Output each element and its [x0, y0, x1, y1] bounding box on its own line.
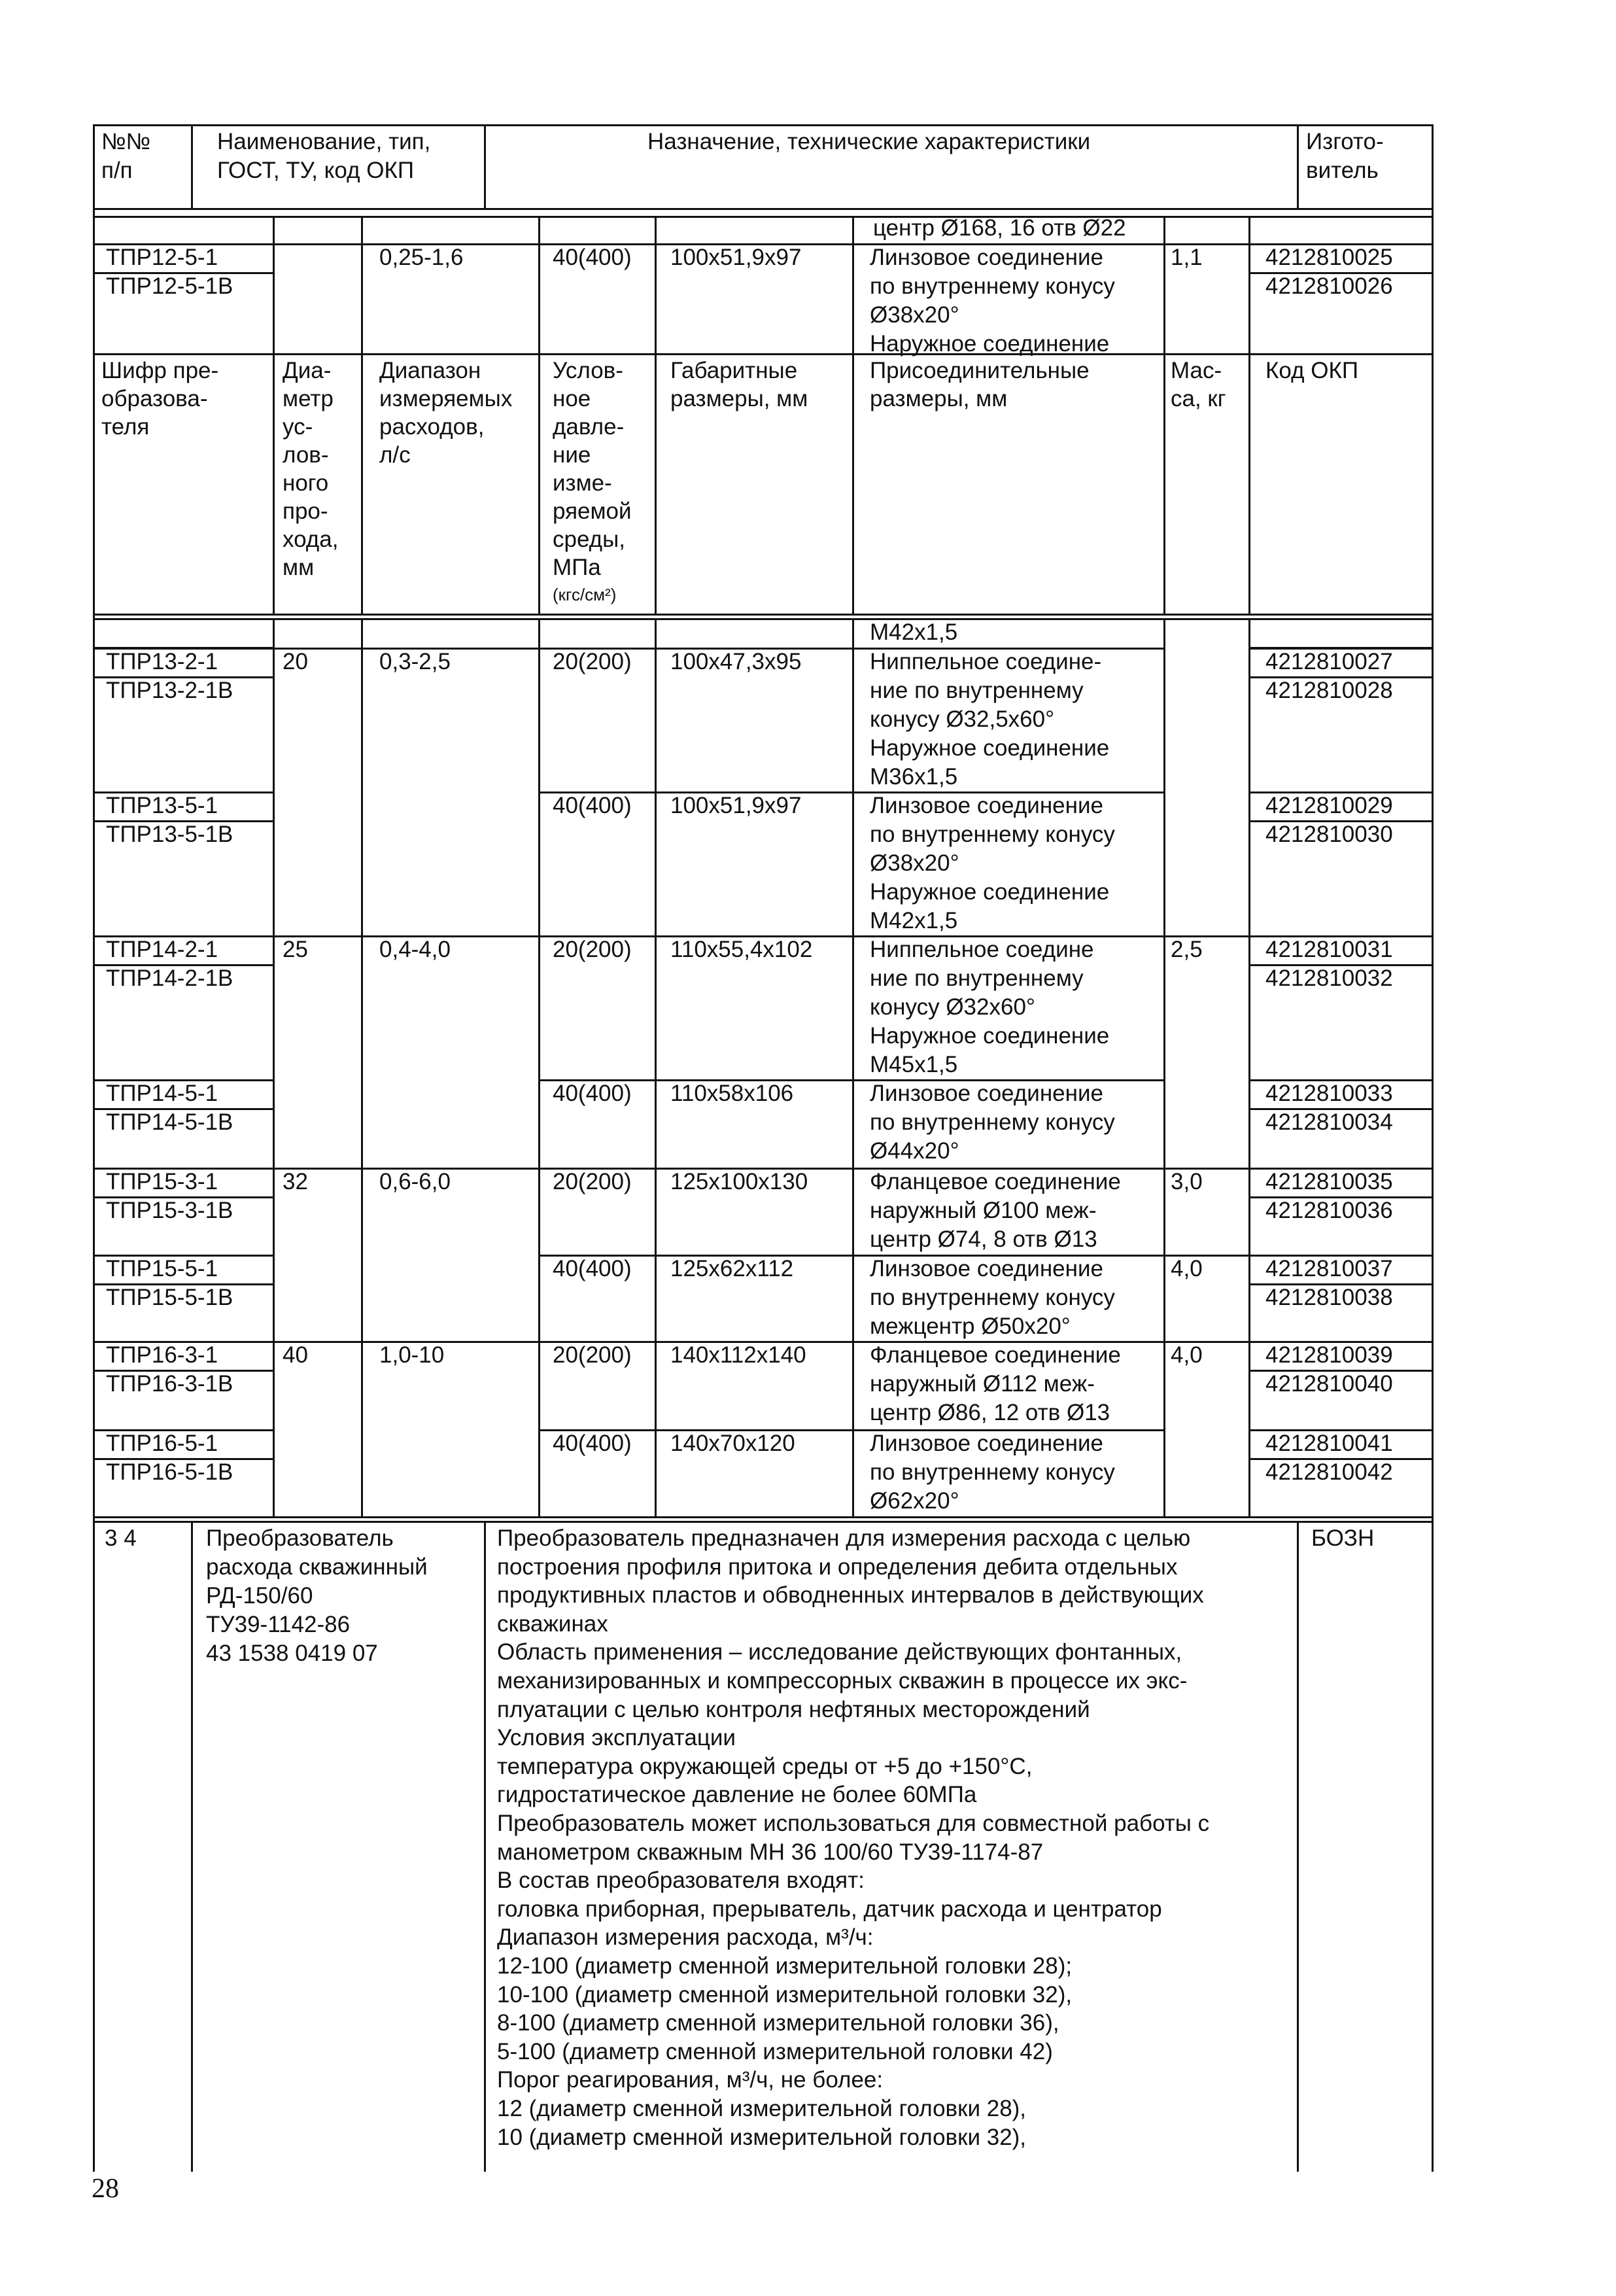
range-header: измеряемых: [379, 386, 513, 411]
description-line: 5-100 (диаметр сменной измерительной головки 42): [497, 2038, 1053, 2064]
pressure-header: среды,: [553, 527, 625, 552]
connection-text: по внутреннему конусу: [870, 1459, 1115, 1485]
rule-v: [361, 1429, 363, 1516]
converter-code: ТПР15-3-1: [106, 1169, 218, 1194]
rule-v: [273, 353, 275, 614]
okp-code: 4212810042: [1265, 1459, 1393, 1485]
rule-v: [655, 353, 657, 614]
diameter-header: про-: [283, 498, 328, 524]
flow-range: 0,25-1,6: [379, 245, 464, 270]
header-bottom: [93, 208, 1432, 210]
header-number-label: №№: [101, 129, 151, 154]
rule-v: [538, 618, 540, 648]
connection-text: Наружное соединение: [870, 879, 1110, 905]
flow-range: 0,3-2,5: [379, 649, 451, 674]
diameter-header: мм: [283, 555, 315, 580]
subheader-bottom: [93, 614, 1432, 616]
okp-code: 4212810030: [1265, 822, 1393, 847]
rule-v: [1248, 1079, 1250, 1168]
rule-v: [538, 791, 540, 935]
rule-v: [1248, 648, 1250, 791]
rule-v: [484, 124, 486, 208]
pressure-header: давле-: [553, 414, 625, 440]
connection-text: Линзовое соединение: [870, 1081, 1103, 1106]
rule-v: [852, 1255, 854, 1341]
dimensions: 125x62x112: [670, 1256, 794, 1281]
converter-code: ТПР14-2-1: [106, 937, 218, 962]
rule-v: [852, 1079, 854, 1168]
connection-text: Ø62x20°: [870, 1488, 959, 1514]
description-line: 12 (диаметр сменной измерительной головки 28),: [497, 2096, 1027, 2121]
pressure-unit-header: (кгс/см²): [553, 585, 617, 604]
rule-v: [852, 216, 854, 353]
dimensions: 140x112x140: [670, 1342, 806, 1368]
entry-number: 3 4: [105, 1525, 137, 1551]
rule-v: [852, 1341, 854, 1429]
rule-v: [1248, 935, 1250, 1079]
rule-v: [191, 124, 193, 208]
converter-code: ТПР14-5-1В: [106, 1109, 233, 1135]
mass: 4,0: [1171, 1342, 1203, 1368]
row-separator: [1248, 618, 1432, 620]
flow-range: 1,0-10: [379, 1342, 445, 1368]
connection-text: Наружное соединение: [870, 1023, 1110, 1049]
rule-v: [1248, 1341, 1250, 1429]
connection-text: по внутреннему конусу: [870, 822, 1115, 847]
converter-code: ТПР13-2-1: [106, 649, 218, 674]
okp-code: 4212810032: [1265, 965, 1393, 991]
pressure-header: МПа: [553, 555, 601, 580]
okp-code: 4212810035: [1265, 1169, 1393, 1194]
description-line: 10 (диаметр сменной измерительной головки 32),: [497, 2124, 1027, 2150]
converter-code: ТПР14-5-1: [106, 1081, 218, 1106]
description-line: плуатации с целью контроля нефтяных месторождений: [497, 1696, 1090, 1722]
rule-v: [273, 648, 275, 791]
entry-name: Преобразователь: [206, 1525, 394, 1551]
pressure-header: Услов-: [553, 358, 623, 383]
rule-v: [655, 791, 657, 935]
entry-name: расхода скважинный: [206, 1554, 428, 1580]
rule-v: [484, 1521, 486, 2172]
mass: 2,5: [1171, 937, 1203, 962]
nominal-diameter: 25: [283, 937, 308, 962]
rule-v: [538, 1429, 540, 1516]
rule-v: [852, 1168, 854, 1255]
rule-v: [1248, 1429, 1250, 1516]
flow-range: 0,4-4,0: [379, 937, 451, 962]
rule-v: [1163, 1255, 1165, 1341]
pressure: 20(200): [553, 1342, 632, 1368]
rule-v: [655, 1341, 657, 1429]
rule-v: [361, 935, 363, 1079]
converter-code: ТПР16-3-1: [106, 1342, 218, 1368]
description-line: Условия эксплуатации: [497, 1725, 736, 1751]
converter-code: ТПР14-2-1В: [106, 965, 233, 991]
pressure: 20(200): [553, 649, 632, 674]
entry-name: 43 1538 0419 07: [206, 1641, 378, 1666]
connection-text: Ниппельное соедине-: [870, 649, 1102, 674]
description-line: головка приборная, прерыватель, датчик расхода и центратор: [497, 1896, 1162, 1922]
diameter-header: хода,: [283, 527, 339, 552]
rule-v: [655, 1168, 657, 1255]
rule-v: [1163, 1168, 1165, 1255]
pressure: 20(200): [553, 1169, 632, 1194]
connection-text: ние по внутреннему: [870, 678, 1084, 703]
rule-v: [1248, 216, 1250, 353]
rule-v: [273, 1255, 275, 1341]
entry-name: РД-150/60: [206, 1583, 313, 1609]
connection-text: Линзовое соединение: [870, 1431, 1103, 1456]
rule-v: [655, 935, 657, 1079]
rule-v: [655, 1429, 657, 1516]
rule-v: [1163, 353, 1165, 614]
diameter-header: ус-: [283, 414, 313, 440]
okp-code: 4212810041: [1265, 1431, 1393, 1456]
description-line: Область применения – исследование действующих фонтанных,: [497, 1639, 1182, 1665]
description-line: 10-100 (диаметр сменной измерительной головки 32),: [497, 1981, 1073, 2008]
connection-text: по внутреннему конусу: [870, 1109, 1115, 1135]
dimensions: 100x47,3x95: [670, 649, 802, 674]
rule-v: [1248, 1255, 1250, 1341]
rule-v: [852, 1429, 854, 1516]
rule-v: [655, 216, 657, 353]
rule-v: [1163, 1429, 1165, 1516]
okp-code: 4212810026: [1265, 273, 1393, 299]
rule-v: [1432, 353, 1434, 614]
rule-v: [191, 1521, 193, 2172]
nominal-diameter: 32: [283, 1169, 308, 1194]
mass-header: Мас-: [1171, 358, 1222, 383]
converter-code: ТПР16-5-1В: [106, 1459, 233, 1485]
description-line: Порог реагирования, м³/ч, не более:: [497, 2067, 884, 2093]
table-end: [93, 1516, 1432, 1518]
rule-v: [361, 791, 363, 935]
row-separator: [93, 618, 273, 620]
rule-v: [538, 1255, 540, 1341]
converter-code: ТПР12-5-1В: [106, 273, 233, 299]
okp-code: 4212810034: [1265, 1109, 1393, 1135]
entry-top: [93, 1521, 1432, 1523]
pressure-header: ние: [553, 442, 591, 468]
rule-v: [361, 1079, 363, 1168]
row-separator: [538, 618, 1163, 620]
row-separator: [1163, 618, 1248, 620]
rule-v: [1297, 1521, 1299, 2172]
converter-code: ТПР15-3-1В: [106, 1198, 233, 1223]
okp-code: 4212810033: [1265, 1081, 1393, 1106]
description-line: В состав преобразователя входят:: [497, 1868, 865, 1894]
description-line: Диапазон измерения расхода, м³/ч:: [497, 1924, 874, 1951]
dimensions: 100x51,9x97: [670, 245, 802, 270]
connection-text: межцентр Ø50x20°: [870, 1313, 1071, 1339]
description-line: построения профиля притока и определения дебита отдельных: [497, 1554, 1178, 1580]
mass: 1,1: [1171, 245, 1203, 270]
pressure-header: ряемой: [553, 498, 632, 524]
connection-text: наружный Ø112 меж-: [870, 1371, 1095, 1397]
pressure: 40(400): [553, 1256, 632, 1281]
rule-v: [273, 1168, 275, 1255]
connection-text: Фланцевое соединение: [870, 1169, 1121, 1194]
pressure: 40(400): [553, 1081, 632, 1106]
header-purpose-label: Назначение, технические характеристики: [647, 129, 1091, 154]
connection-text: центр Ø168, 16 отв Ø22: [873, 215, 1126, 241]
rule-v: [655, 1255, 657, 1341]
description-line: температура окружающей среды от +5 до +150°С,: [497, 1753, 1033, 1779]
diameter-header: лов-: [283, 442, 329, 468]
header-top: [93, 124, 1432, 126]
header-name-label: ГОСТ, ТУ, код ОКП: [217, 158, 415, 183]
rule-v: [1297, 124, 1299, 208]
mass-header: са, кг: [1171, 386, 1226, 411]
converter-code: ТПР13-5-1: [106, 793, 218, 818]
connection-text: по внутреннему конусу: [870, 273, 1115, 299]
rule-v: [1163, 791, 1165, 935]
rule-v: [361, 1168, 363, 1255]
dimensions: 125x100x130: [670, 1169, 808, 1194]
connection-text: Ø38x20°: [870, 302, 959, 328]
okp-code: 4212810038: [1265, 1285, 1393, 1310]
connection-text: ние по внутреннему: [870, 965, 1084, 991]
row-separator: [273, 618, 538, 620]
description-line: 12-100 (диаметр сменной измерительной головки 28);: [497, 1953, 1073, 1979]
mass: 3,0: [1171, 1169, 1203, 1194]
okp-code: 4212810028: [1265, 678, 1393, 703]
connection-text: Фланцевое соединение: [870, 1342, 1121, 1368]
connection-text: Наружное соединение: [870, 331, 1110, 357]
rule-v: [852, 648, 854, 791]
rule-v: [1163, 1341, 1165, 1429]
converter-code: ТПР15-5-1: [106, 1256, 218, 1281]
rule-v: [361, 618, 363, 648]
rule-v: [1163, 618, 1165, 648]
rule-v: [1248, 353, 1250, 614]
connection-text: Линзовое соединение: [870, 1256, 1103, 1281]
rule-v: [852, 935, 854, 1079]
cipher-header: теля: [101, 414, 150, 440]
rule-v: [1163, 935, 1165, 1079]
converter-code: ТПР13-5-1В: [106, 822, 233, 847]
rule-v: [361, 353, 363, 614]
rule-v: [655, 618, 657, 648]
pressure: 40(400): [553, 793, 632, 818]
dimensions: 140x70x120: [670, 1431, 795, 1456]
cipher-header: Шифр пре-: [101, 358, 219, 383]
converter-code: ТПР16-5-1: [106, 1431, 218, 1456]
rule-v: [852, 791, 854, 935]
subheader-top: [93, 353, 1432, 355]
connection-text: Ниппельное соедине: [870, 937, 1094, 962]
rule-v: [538, 216, 540, 353]
pressure-header: ное: [553, 386, 591, 411]
connection-text: по внутреннему конусу: [870, 1285, 1115, 1310]
description-line: механизированных и компрессорных скважин в процессе их экс-: [497, 1668, 1188, 1694]
okp-code: 4212810031: [1265, 937, 1393, 962]
okp-code: 4212810029: [1265, 793, 1393, 818]
dimensions: 100x51,9x97: [670, 793, 802, 818]
description-line: манометром скважным МН 36 100/60 ТУ39-1174-87: [497, 1839, 1044, 1865]
rule-v: [93, 353, 95, 614]
pressure: 40(400): [553, 245, 632, 270]
pressure-header: изме-: [553, 470, 612, 496]
connection-text: Ø44x20°: [870, 1138, 959, 1164]
flow-range: 0,6-6,0: [379, 1169, 451, 1194]
entry-name: ТУ39-1142-86: [206, 1612, 351, 1637]
rule-v: [655, 648, 657, 791]
description-line: 8-100 (диаметр сменной измерительной головки 36),: [497, 2010, 1059, 2036]
okp-header: Код ОКП: [1265, 358, 1358, 383]
description-line: гидростатическое давление не более 60МПа: [497, 1782, 977, 1808]
dimensions-header: размеры, мм: [670, 386, 808, 411]
rule-v: [1248, 1168, 1250, 1255]
page-number: 28: [92, 2174, 119, 2204]
description-line: продуктивных пластов и обводненных интервалов в действующих: [497, 1582, 1204, 1609]
rule-v: [273, 1429, 275, 1516]
range-header: Диапазон: [379, 358, 481, 383]
connection-text: Наружное соединение: [870, 735, 1110, 761]
header-number-label: п/п: [101, 158, 133, 183]
description-line: Преобразователь может использоваться для совместной работы с: [497, 1811, 1210, 1836]
connection-text: М42x1,5: [870, 619, 958, 645]
dimensions-header: Габаритные: [670, 358, 798, 383]
rule-v: [273, 791, 275, 935]
connection-text: М42x1,5: [870, 908, 958, 933]
converter-code: ТПР16-3-1В: [106, 1371, 233, 1397]
diameter-header: метр: [283, 386, 334, 411]
nominal-diameter: 40: [283, 1342, 308, 1368]
rule-v: [852, 618, 854, 648]
connection-text: наружный Ø100 меж-: [870, 1198, 1097, 1223]
diameter-header: ного: [283, 470, 329, 496]
connection-text: Линзовое соединение: [870, 245, 1103, 270]
rule-v: [273, 935, 275, 1079]
header-maker-label: витель: [1306, 158, 1379, 183]
rule-v: [538, 648, 540, 791]
cipher-header: образова-: [101, 386, 208, 411]
rule-v: [273, 1079, 275, 1168]
rule-v: [273, 216, 275, 353]
rule-v: [538, 1341, 540, 1429]
connection-text: Линзовое соединение: [870, 793, 1103, 818]
okp-code: 4212810027: [1265, 649, 1393, 674]
okp-code: 4212810037: [1265, 1256, 1393, 1281]
dimensions: 110x55,4x102: [670, 937, 813, 962]
connection-text: центр Ø74, 8 отв Ø13: [870, 1226, 1097, 1252]
connection-text: М45x1,5: [870, 1052, 958, 1077]
fragment-top: [93, 216, 1432, 218]
rule-v: [538, 935, 540, 1079]
manufacturer: БОЗН: [1311, 1525, 1375, 1551]
nominal-diameter: 20: [283, 649, 308, 674]
rule-v: [273, 1341, 275, 1429]
header-name-label: Наименование, тип,: [217, 129, 431, 154]
rule-v: [538, 1079, 540, 1168]
rule-v: [538, 1168, 540, 1255]
rule-v: [655, 1079, 657, 1168]
rule-v: [852, 353, 854, 614]
connection-text: конусу Ø32x60°: [870, 994, 1035, 1020]
connection-header: размеры, мм: [870, 386, 1008, 411]
rule-v: [273, 618, 275, 648]
diameter-header: Диа-: [283, 358, 332, 383]
rule-v: [1163, 1079, 1165, 1168]
converter-code: ТПР12-5-1: [106, 245, 218, 270]
range-header: л/с: [379, 442, 411, 468]
rule-v: [361, 1341, 363, 1429]
rule-v: [538, 353, 540, 614]
rule-v: [361, 648, 363, 791]
connection-text: Ø38x20°: [870, 850, 959, 876]
connection-header: Присоединительные: [870, 358, 1090, 383]
okp-code: 4212810040: [1265, 1371, 1393, 1397]
header-maker-label: Изгото-: [1306, 129, 1384, 154]
okp-code: 4212810036: [1265, 1198, 1393, 1223]
rule-v: [1163, 648, 1165, 791]
connection-text: центр Ø86, 12 отв Ø13: [870, 1400, 1110, 1425]
dimensions: 110x58x106: [670, 1081, 794, 1106]
converter-code: ТПР15-5-1В: [106, 1285, 233, 1310]
pressure: 20(200): [553, 937, 632, 962]
connection-text: конусу Ø32,5x60°: [870, 706, 1055, 732]
rule-v: [1163, 216, 1165, 353]
description-line: Преобразователь предназначен для измерения расхода с целью: [497, 1525, 1191, 1551]
rule-v: [361, 1255, 363, 1341]
rule-v: [361, 216, 363, 353]
range-header: расходов,: [379, 414, 485, 440]
description-line: скважинах: [497, 1610, 608, 1637]
rule-v: [1248, 791, 1250, 935]
rule-v: [1248, 618, 1250, 648]
mass: 4,0: [1171, 1256, 1203, 1281]
connection-text: М36x1,5: [870, 764, 958, 790]
okp-code: 4212810039: [1265, 1342, 1393, 1368]
pressure: 40(400): [553, 1431, 632, 1456]
okp-code: 4212810025: [1265, 245, 1393, 270]
converter-code: ТПР13-2-1В: [106, 678, 233, 703]
